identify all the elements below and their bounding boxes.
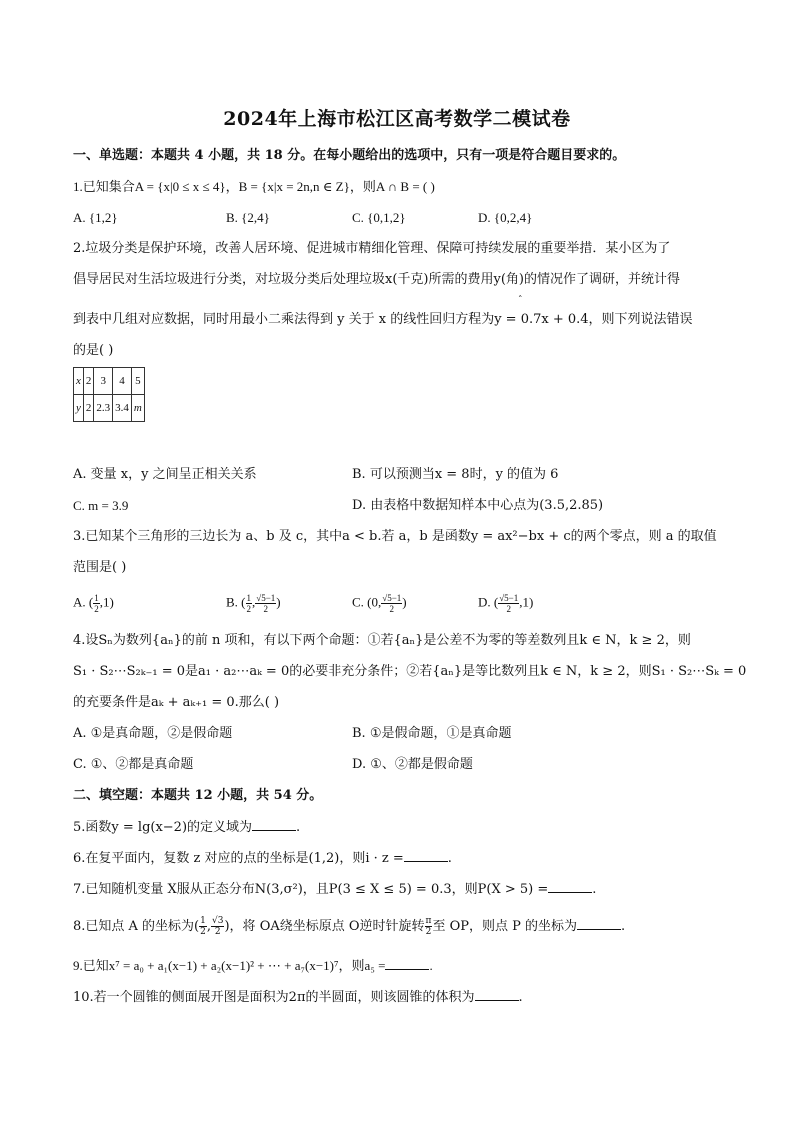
hat-mark-icon: ˆ (518, 296, 523, 306)
fraction: $\frac{√3}{2}$ (212, 916, 224, 937)
question-10 (73, 988, 523, 1007)
table-cell: 4 (113, 368, 132, 395)
option-prefix: D. ( (478, 594, 499, 610)
question-text: 7.已知随机变量 X服从正态分布N(3,σ²)，且P(3 ≤ X ≤ 5) = 0.3，则P(X > 5) = (73, 882, 549, 897)
table-cell: x (74, 368, 84, 395)
end-mark: . (429, 958, 433, 973)
question-3-line-1: 3.已知某个三角形的三边长为 a、b 及 c，其中a < b.若 a，b 是函数y = ax²−bx + c的两个零点，则 a 的取值 (73, 529, 717, 544)
question-text: 5.函数y = lg(x−2)的定义域为 (73, 820, 253, 835)
fraction: $\frac{1}{2}$ (94, 593, 99, 614)
question-1: 1.已知集合A = {x|0 ≤ x ≤ 4}，B = {x|x = 2n,n ∈ Z}，则A ∩ B = ( ) (73, 179, 435, 194)
q4-option-d: D. ①、②都是假命题 (352, 757, 473, 772)
q1-option-b: B. {2,4} (226, 210, 270, 225)
end-mark: . (621, 919, 626, 934)
answer-blank[interactable] (404, 849, 448, 862)
end-mark: . (447, 851, 452, 866)
question-4-line-2: S₁ · S₂⋯S₂ₖ₋₁ = 0是a₁ · a₂⋯aₖ = 0的必要非充分条件；②若{aₙ}是等比数列且k ∈ N，k ≥ 2，则S₁ · S₂⋯Sₖ = 0 (73, 664, 747, 679)
page-title: 2024年上海市松江区高考数学二模试卷 (223, 108, 571, 130)
table-cell: y (74, 395, 84, 422)
question-2-line-1: 2.垃圾分类是保护环境，改善人居环境、促进城市精细化管理、保障可持续发展的重要举措．某小区为了 (73, 241, 671, 256)
q2-option-c: C. m = 3.9 (73, 498, 129, 513)
fraction: $\frac{√5-1}{2}$ (382, 593, 402, 614)
section-fill-blank: 二、填空题：本题共 12 小题，共 54 分。 (73, 788, 323, 803)
table-cell: 2 (83, 395, 94, 422)
answer-blank[interactable] (385, 957, 429, 970)
question-text: 至 OP，则点 P 的坐标为 (432, 919, 578, 934)
question-3-line-2: 范围是( ) (73, 560, 127, 575)
question-text: 10.若一个圆锥的侧面展开图是面积为2π的半圆面，则该圆锥的体积为 (73, 990, 475, 1005)
fraction: $\frac{\pi}{2}$ (425, 916, 432, 937)
q3-option-d: D. ( $\frac{√5-1}{2}$ ,1) (478, 593, 534, 614)
question-text: )，将 OA绕坐标原点 O逆时针旋转 (224, 919, 425, 934)
q3-option-a: A. ( $\frac{1}{2}$ ,1) (73, 593, 114, 614)
question-text: 9.已知x⁷ = a₀ + a₁(x−1) + a₂(x−1)² + ⋯ + a₇(x−1)⁷，则a₅ = (73, 958, 386, 973)
question-6 (73, 849, 452, 868)
table-cell: 2.3 (94, 395, 113, 422)
table-row (74, 368, 145, 395)
q4-option-b: B. ①是假命题，①是真命题 (352, 726, 512, 741)
q1-option-d: D. {0,2,4} (478, 210, 533, 225)
option-prefix: B. ( (226, 594, 246, 610)
question-2-line-2: 倡导居民对生活垃圾进行分类，对垃圾分类后处理垃圾x(千克)所需的费用y(角)的情况作了调研，并统计得 (73, 272, 680, 287)
q4-option-a: A. ①是真命题，②是假命题 (73, 726, 233, 741)
question-4-line-1: 4.设Sₙ为数列{aₙ}的前 n 项和，有以下两个命题：①若{aₙ}是公差不为零的等差数列且k ∈ N，k ≥ 2，则 (73, 633, 691, 648)
question-9 (73, 957, 433, 975)
option-prefix: C. (0, (352, 594, 382, 610)
table-cell: m (131, 395, 144, 422)
end-mark: . (592, 882, 597, 897)
answer-blank[interactable] (548, 880, 592, 893)
question-7 (73, 880, 596, 899)
question-5 (73, 818, 300, 837)
option-prefix: A. ( (73, 594, 94, 610)
answer-blank[interactable] (577, 917, 621, 930)
q1-option-c: C. {0,1,2} (352, 210, 406, 225)
table-cell: 2 (83, 368, 94, 395)
question-2-line-3: 到表中几组对应数据，同时用最小二乘法得到 y 关于 x 的线性回归方程为y = 0.7x + 0.4，则下列说法错误 (73, 312, 693, 327)
question-text: 8.已知点 A 的坐标为( (73, 919, 200, 934)
answer-blank[interactable] (252, 818, 296, 831)
q4-option-c: C. ①、②都是真命题 (73, 757, 194, 772)
data-table (73, 367, 145, 422)
fraction: $\frac{1}{2}$ (246, 593, 251, 614)
q2-option-a: A. 变量 x，y 之间呈正相关关系 (73, 467, 257, 482)
table-row (74, 395, 145, 422)
table-cell: 3.4 (113, 395, 132, 422)
q2-option-d: D. 由表格中数据知样本中心点为(3.5,2.85) (352, 498, 604, 513)
q2-option-b: B. 可以预测当x = 8时，y 的值为 6 (352, 467, 559, 482)
q3-option-b: B. ( $\frac{1}{2}$ , $\frac{√5-1}{2}$ ) (226, 593, 281, 614)
section-single-choice: 一、单选题：本题共 4 小题，共 18 分。在每小题给出的选项中，只有一项是符合题目要求的。 (73, 148, 626, 163)
end-mark: . (296, 820, 301, 835)
fraction: $\frac{1}{2}$ (200, 916, 206, 937)
fraction: $\frac{√5-1}{2}$ (499, 593, 519, 614)
q3-option-c: C. (0, $\frac{√5-1}{2}$ ) (352, 593, 407, 614)
fraction: $\frac{√5-1}{2}$ (256, 593, 276, 614)
end-mark: . (518, 990, 523, 1005)
q1-option-a: A. {1,2} (73, 210, 118, 225)
question-2-line-4: 的是( ) (73, 343, 114, 358)
table-cell: 3 (94, 368, 113, 395)
question-text: 6.在复平面内，复数 z 对应的点的坐标是(1,2)，则i · z = (73, 851, 404, 866)
question-8: 8.已知点 A 的坐标为( $\frac{1}{2}$ , $\frac{√3}{2}$ )，将 OA绕坐标原点 O逆时针旋转 $\frac{\pi}{2}$ 至 OP，则点 P 的坐标为 . (73, 916, 626, 937)
question-4-line-3: 的充要条件是aₖ + aₖ₊₁ = 0.那么( ) (73, 695, 280, 710)
answer-blank[interactable] (475, 988, 519, 1001)
table-cell: 5 (131, 368, 144, 395)
